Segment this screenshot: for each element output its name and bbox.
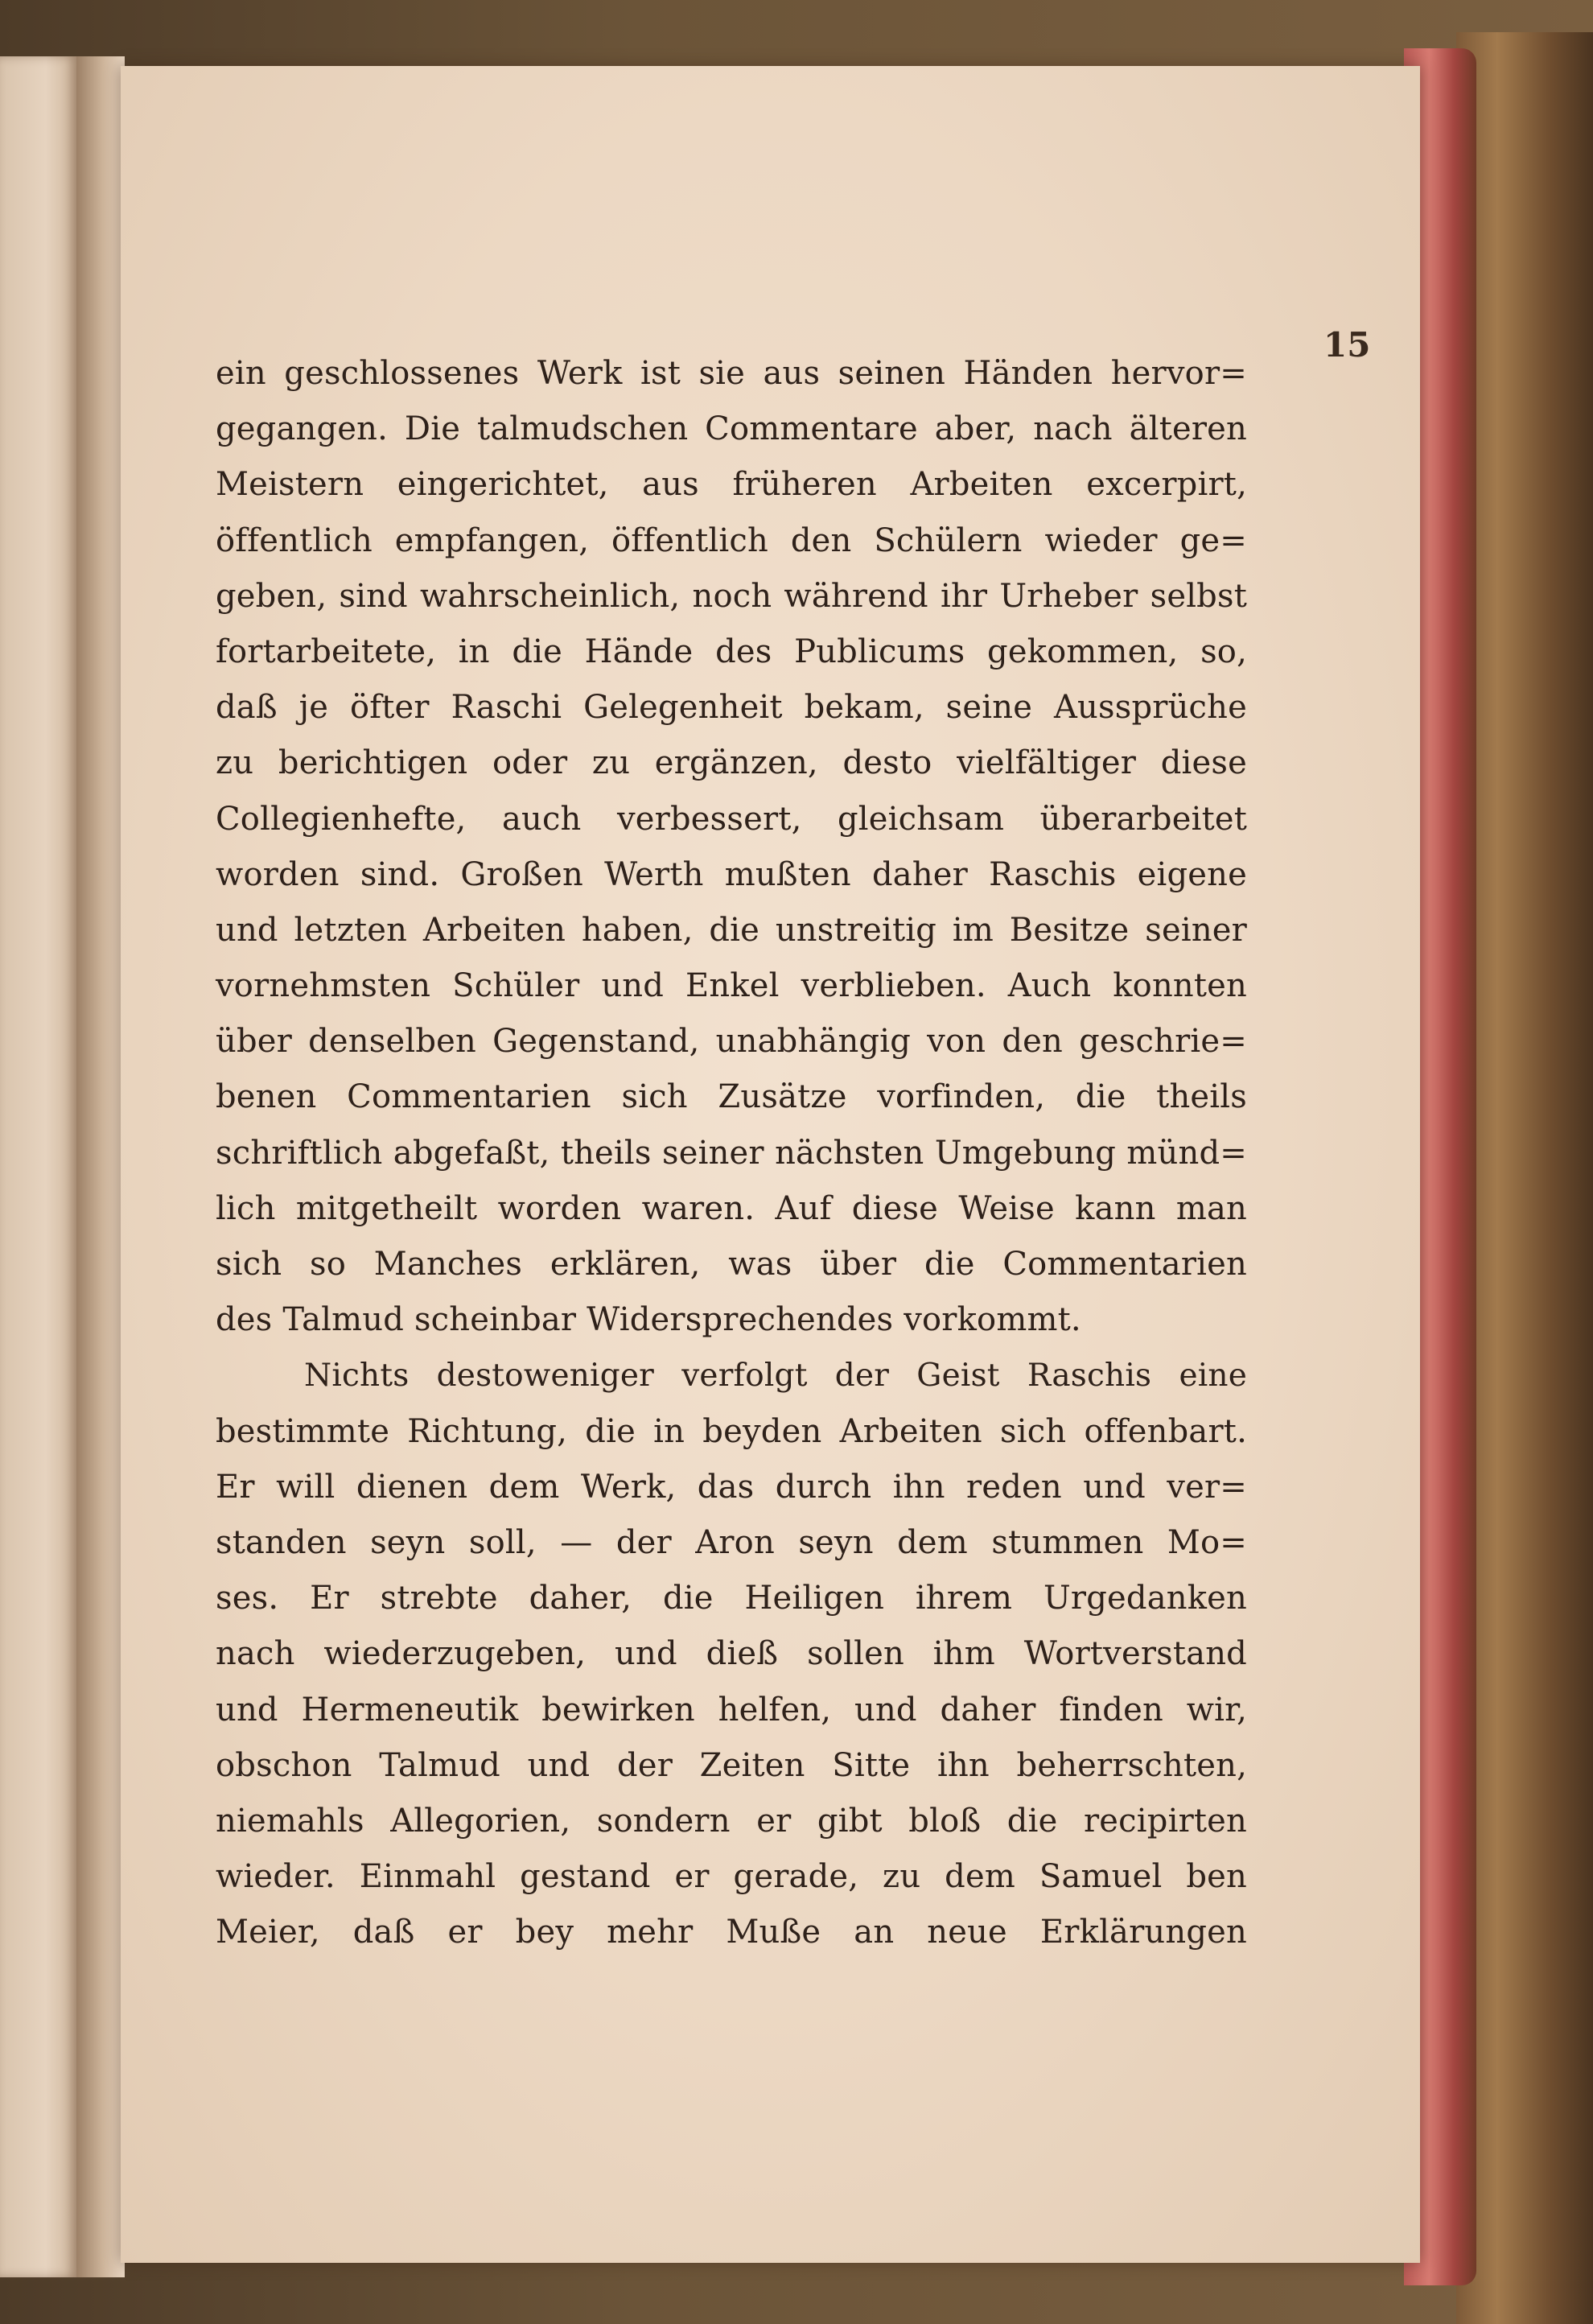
text-line: wieder. Einmahl gestand er gerade, zu dem Samuel ben xyxy=(216,1858,1247,1896)
text-line: benen Commentarien sich Zusätze vorfinden, die theils xyxy=(216,1078,1247,1116)
text-line: niemahls Allegorien, sondern er gibt bloß die recipirten xyxy=(216,1802,1247,1840)
text-line: und letzten Arbeiten haben, die unstreitig im Besitze seiner xyxy=(216,911,1247,949)
text-line: Meistern eingerichtet, aus früheren Arbeiten excerpirt, xyxy=(216,466,1247,504)
page-number: 15 xyxy=(1323,325,1371,365)
page-text xyxy=(216,346,1247,1960)
text-line: Collegienhefte, auch verbessert, gleichsam überarbeitet xyxy=(216,800,1247,838)
book-cover-board xyxy=(1456,32,1593,2324)
text-line: Meier, daß er bey mehr Muße an neue Erklärungen xyxy=(216,1914,1247,1951)
text-line: nach wiederzugeben, und dieß sollen ihm Wortverstand xyxy=(216,1635,1247,1673)
text-line: vornehmsten Schüler und Enkel verblieben. Auch konnten xyxy=(216,967,1247,1005)
previous-page-edge xyxy=(0,56,80,2277)
text-line: fortarbeitete, in die Hände des Publicums gekommen, so, xyxy=(216,633,1247,670)
text-line: und Hermeneutik bewirken helfen, und daher finden wir, xyxy=(216,1691,1247,1729)
paragraph-start-line: Nichts destoweniger verfolgt der Geist Raschis eine xyxy=(304,1358,1247,1395)
text-line: schriftlich abgefaßt, theils seiner nächsten Umgebung münd= xyxy=(216,1134,1247,1172)
text-line: ses. Er strebte daher, die Heiligen ihrem Urgedanken xyxy=(216,1580,1247,1617)
book-gutter xyxy=(76,56,125,2277)
text-line: ein geschlossenes Werk ist sie aus seinen Händen hervor= xyxy=(216,355,1247,392)
text-line: daß je öfter Raschi Gelegenheit bekam, seine Aussprüche xyxy=(216,689,1247,727)
text-line: standen seyn soll, — der Aron seyn dem stummen Mo= xyxy=(216,1523,1247,1561)
text-line: bestimmte Richtung, die in beyden Arbeiten sich offenbart. xyxy=(216,1412,1247,1450)
text-line: Er will dienen dem Werk, das durch ihn reden und ver= xyxy=(216,1468,1247,1506)
text-line: worden sind. Großen Werth mußten daher Raschis eigene xyxy=(216,855,1247,893)
text-line: geben, sind wahrscheinlich, noch während ihr Urheber selbst xyxy=(216,577,1247,615)
text-line: über denselben Gegenstand, unabhängig von den geschrie= xyxy=(216,1023,1247,1061)
text-line: gegangen. Die talmudschen Commentare aber, nach älteren xyxy=(216,410,1247,448)
text-line: zu berichtigen oder zu ergänzen, desto vielfältiger diese xyxy=(216,744,1247,782)
text-line: obschon Talmud und der Zeiten Sitte ihn beherrschten, xyxy=(216,1746,1247,1784)
text-line: öffentlich empfangen, öffentlich den Schülern wieder ge= xyxy=(216,521,1247,559)
text-line: sich so Manches erklären, was über die Commentarien xyxy=(216,1246,1247,1283)
paragraph-end-line: des Talmud scheinbar Widersprechendes vorkommt. xyxy=(216,1301,1081,1339)
text-line: lich mitgetheilt worden waren. Auf diese Weise kann man xyxy=(216,1189,1247,1227)
